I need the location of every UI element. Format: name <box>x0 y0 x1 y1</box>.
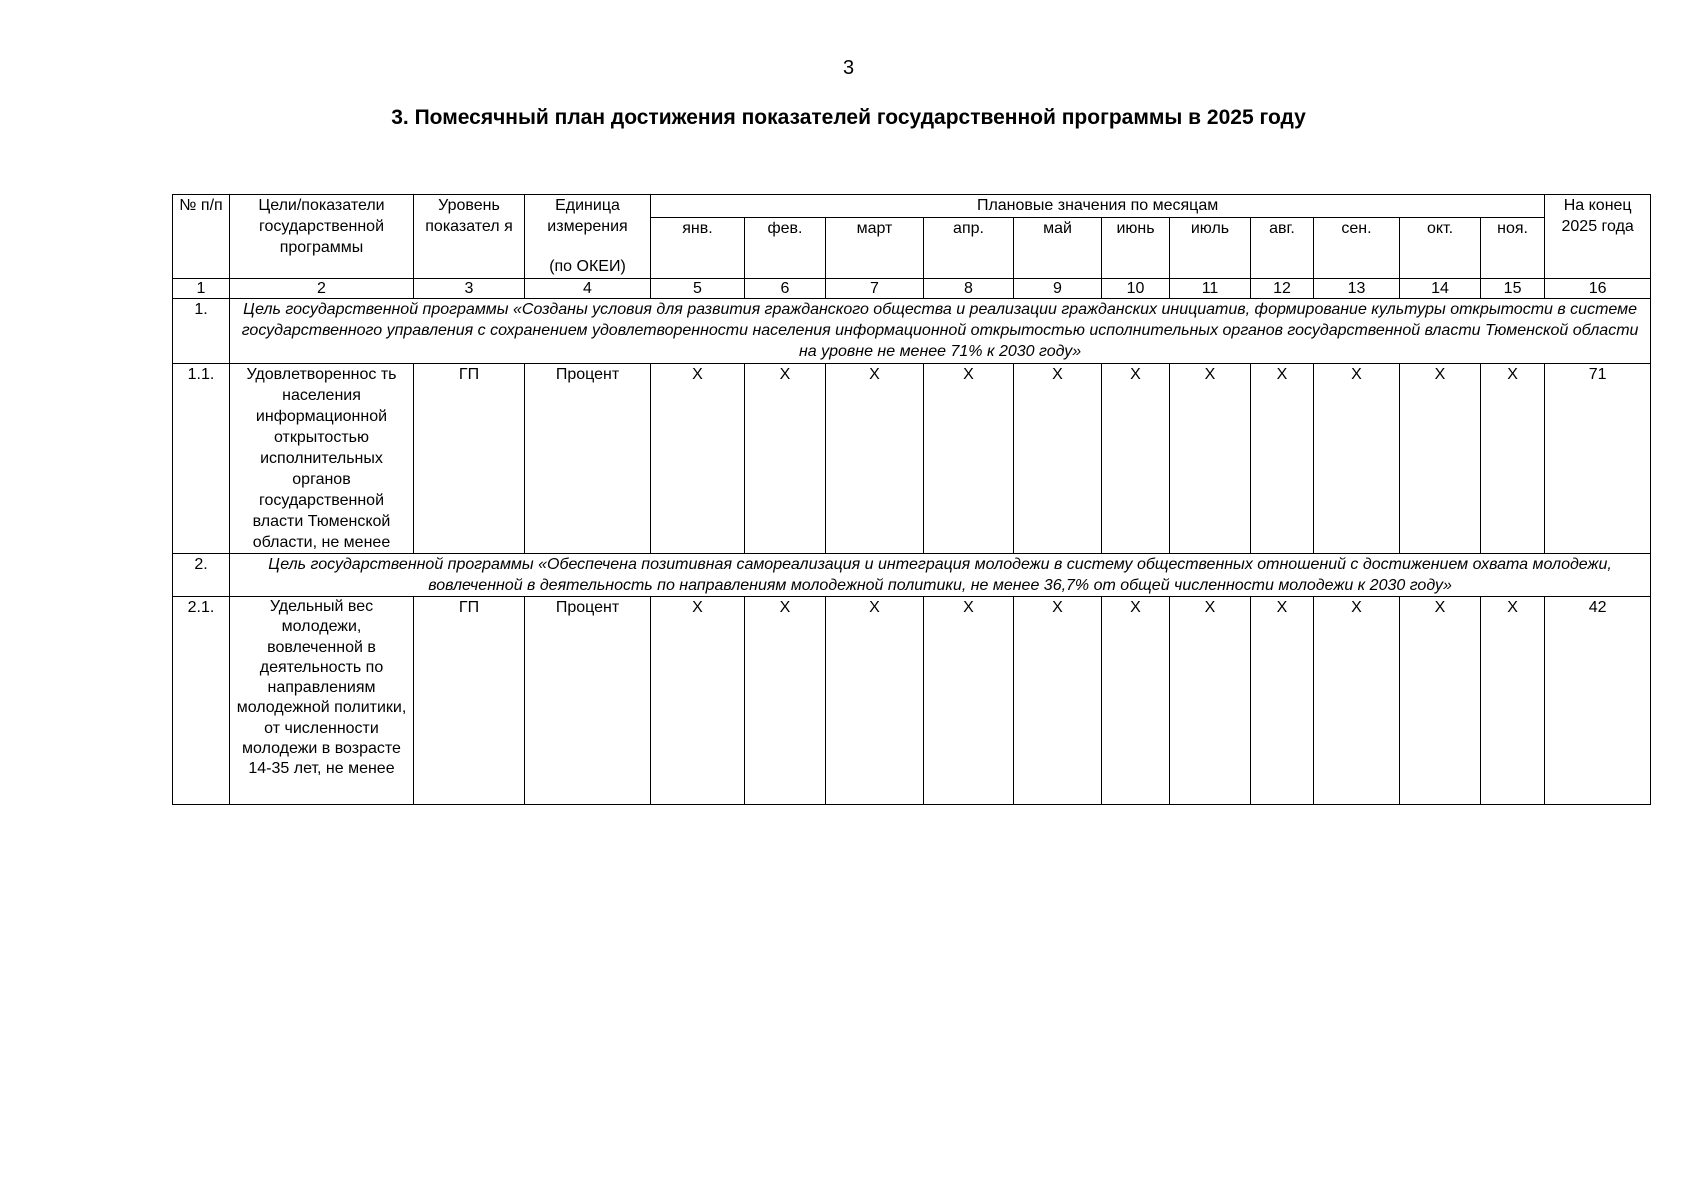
month-value: X <box>1481 364 1545 554</box>
column-number: 9 <box>1014 279 1102 299</box>
indicator-unit: Процент <box>525 597 651 805</box>
month-value: X <box>745 364 826 554</box>
indicators-plan-table <box>172 194 1651 805</box>
indicator-level: ГП <box>414 364 525 554</box>
column-numbers-row <box>173 279 1651 299</box>
month-value: X <box>1014 597 1102 805</box>
column-number: 3 <box>414 279 525 299</box>
column-number: 16 <box>1545 279 1651 299</box>
column-number: 4 <box>525 279 651 299</box>
column-number: 15 <box>1481 279 1545 299</box>
column-number: 10 <box>1102 279 1170 299</box>
header-month: фев. <box>745 218 826 279</box>
month-value: X <box>745 597 826 805</box>
column-number: 12 <box>1251 279 1314 299</box>
end-of-year-value: 71 <box>1545 364 1651 554</box>
indicator-name: Удельный вес молодежи, вовлеченной в деятельность по направлениям молодежной политики, от численности молодежи в возрасте 14-35 лет, не менее <box>230 597 414 805</box>
goal-text: Цель государственной программы «Созданы условия для развития гражданского общества и реализации гражданских инициатив, формирование культуры открытости в системе государственного управления с сохранением удовлетворенности населения информационной открытостью исполнительных органов государственной власти Тюменской области на уровне не менее 71% к 2030 году» <box>230 299 1651 364</box>
month-value: X <box>1170 364 1251 554</box>
goal-num: 1. <box>173 299 230 364</box>
goal-row <box>173 299 1651 364</box>
month-value: X <box>1014 364 1102 554</box>
goal-num: 2. <box>173 554 230 597</box>
indicator-name: Удовлетвореннос ть населения информационной открытостью исполнительных органов государственной власти Тюменской области, не менее <box>230 364 414 554</box>
indicator-num: 2.1. <box>173 597 230 805</box>
month-value: X <box>1102 364 1170 554</box>
column-number: 7 <box>826 279 924 299</box>
header-unit-label: Единица измерения <box>547 197 628 235</box>
header-unit <box>525 195 651 279</box>
page-number: 3 <box>842 57 855 79</box>
header-month: ноя. <box>1481 218 1545 279</box>
column-number: 6 <box>745 279 826 299</box>
header-row <box>173 195 1651 218</box>
header-level: Уровень показател я <box>414 195 525 279</box>
header-unit-okei: (по ОКЕИ) <box>549 258 626 275</box>
month-value: X <box>1102 597 1170 805</box>
month-value: X <box>1400 597 1481 805</box>
column-number: 5 <box>651 279 745 299</box>
end-of-year-value: 42 <box>1545 597 1651 805</box>
indicator-row <box>173 364 1651 554</box>
document-title: 3. Помесячный план достижения показателей государственной программы в 2025 году <box>391 106 1306 129</box>
month-value: X <box>826 364 924 554</box>
header-month: авг. <box>1251 218 1314 279</box>
month-value: X <box>1251 597 1314 805</box>
header-month: окт. <box>1400 218 1481 279</box>
indicator-num: 1.1. <box>173 364 230 554</box>
header-num: № п/п <box>173 195 230 279</box>
goal-text: Цель государственной программы «Обеспечена позитивная самореализация и интеграция молодежи в систему общественных отношений с достижением охвата молодежи, вовлеченной в деятельность по направлениям молодежной политики, не менее 36,7% от общей численности молодежи к 2030 году» <box>230 554 1651 597</box>
header-month: апр. <box>924 218 1014 279</box>
column-number: 11 <box>1170 279 1251 299</box>
header-month: июнь <box>1102 218 1170 279</box>
header-end-of-year: На конец 2025 года <box>1545 195 1651 279</box>
indicator-unit: Процент <box>525 364 651 554</box>
column-number: 2 <box>230 279 414 299</box>
header-month: сен. <box>1314 218 1400 279</box>
column-number: 14 <box>1400 279 1481 299</box>
month-value: X <box>1481 597 1545 805</box>
header-month: май <box>1014 218 1102 279</box>
month-value: X <box>1314 364 1400 554</box>
column-number: 13 <box>1314 279 1400 299</box>
indicator-level: ГП <box>414 597 525 805</box>
month-value: X <box>1314 597 1400 805</box>
month-value: X <box>651 364 745 554</box>
month-value: X <box>924 364 1014 554</box>
month-value: X <box>1251 364 1314 554</box>
indicator-row <box>173 597 1651 805</box>
header-month: янв. <box>651 218 745 279</box>
month-value: X <box>826 597 924 805</box>
column-number: 8 <box>924 279 1014 299</box>
month-value: X <box>1400 364 1481 554</box>
header-month: июль <box>1170 218 1251 279</box>
month-value: X <box>651 597 745 805</box>
header-goals: Цели/показатели государственной программы <box>230 195 414 279</box>
goal-row <box>173 554 1651 597</box>
month-value: X <box>1170 597 1251 805</box>
header-monthly: Плановые значения по месяцам <box>651 195 1545 218</box>
column-number: 1 <box>173 279 230 299</box>
month-value: X <box>924 597 1014 805</box>
header-month: март <box>826 218 924 279</box>
